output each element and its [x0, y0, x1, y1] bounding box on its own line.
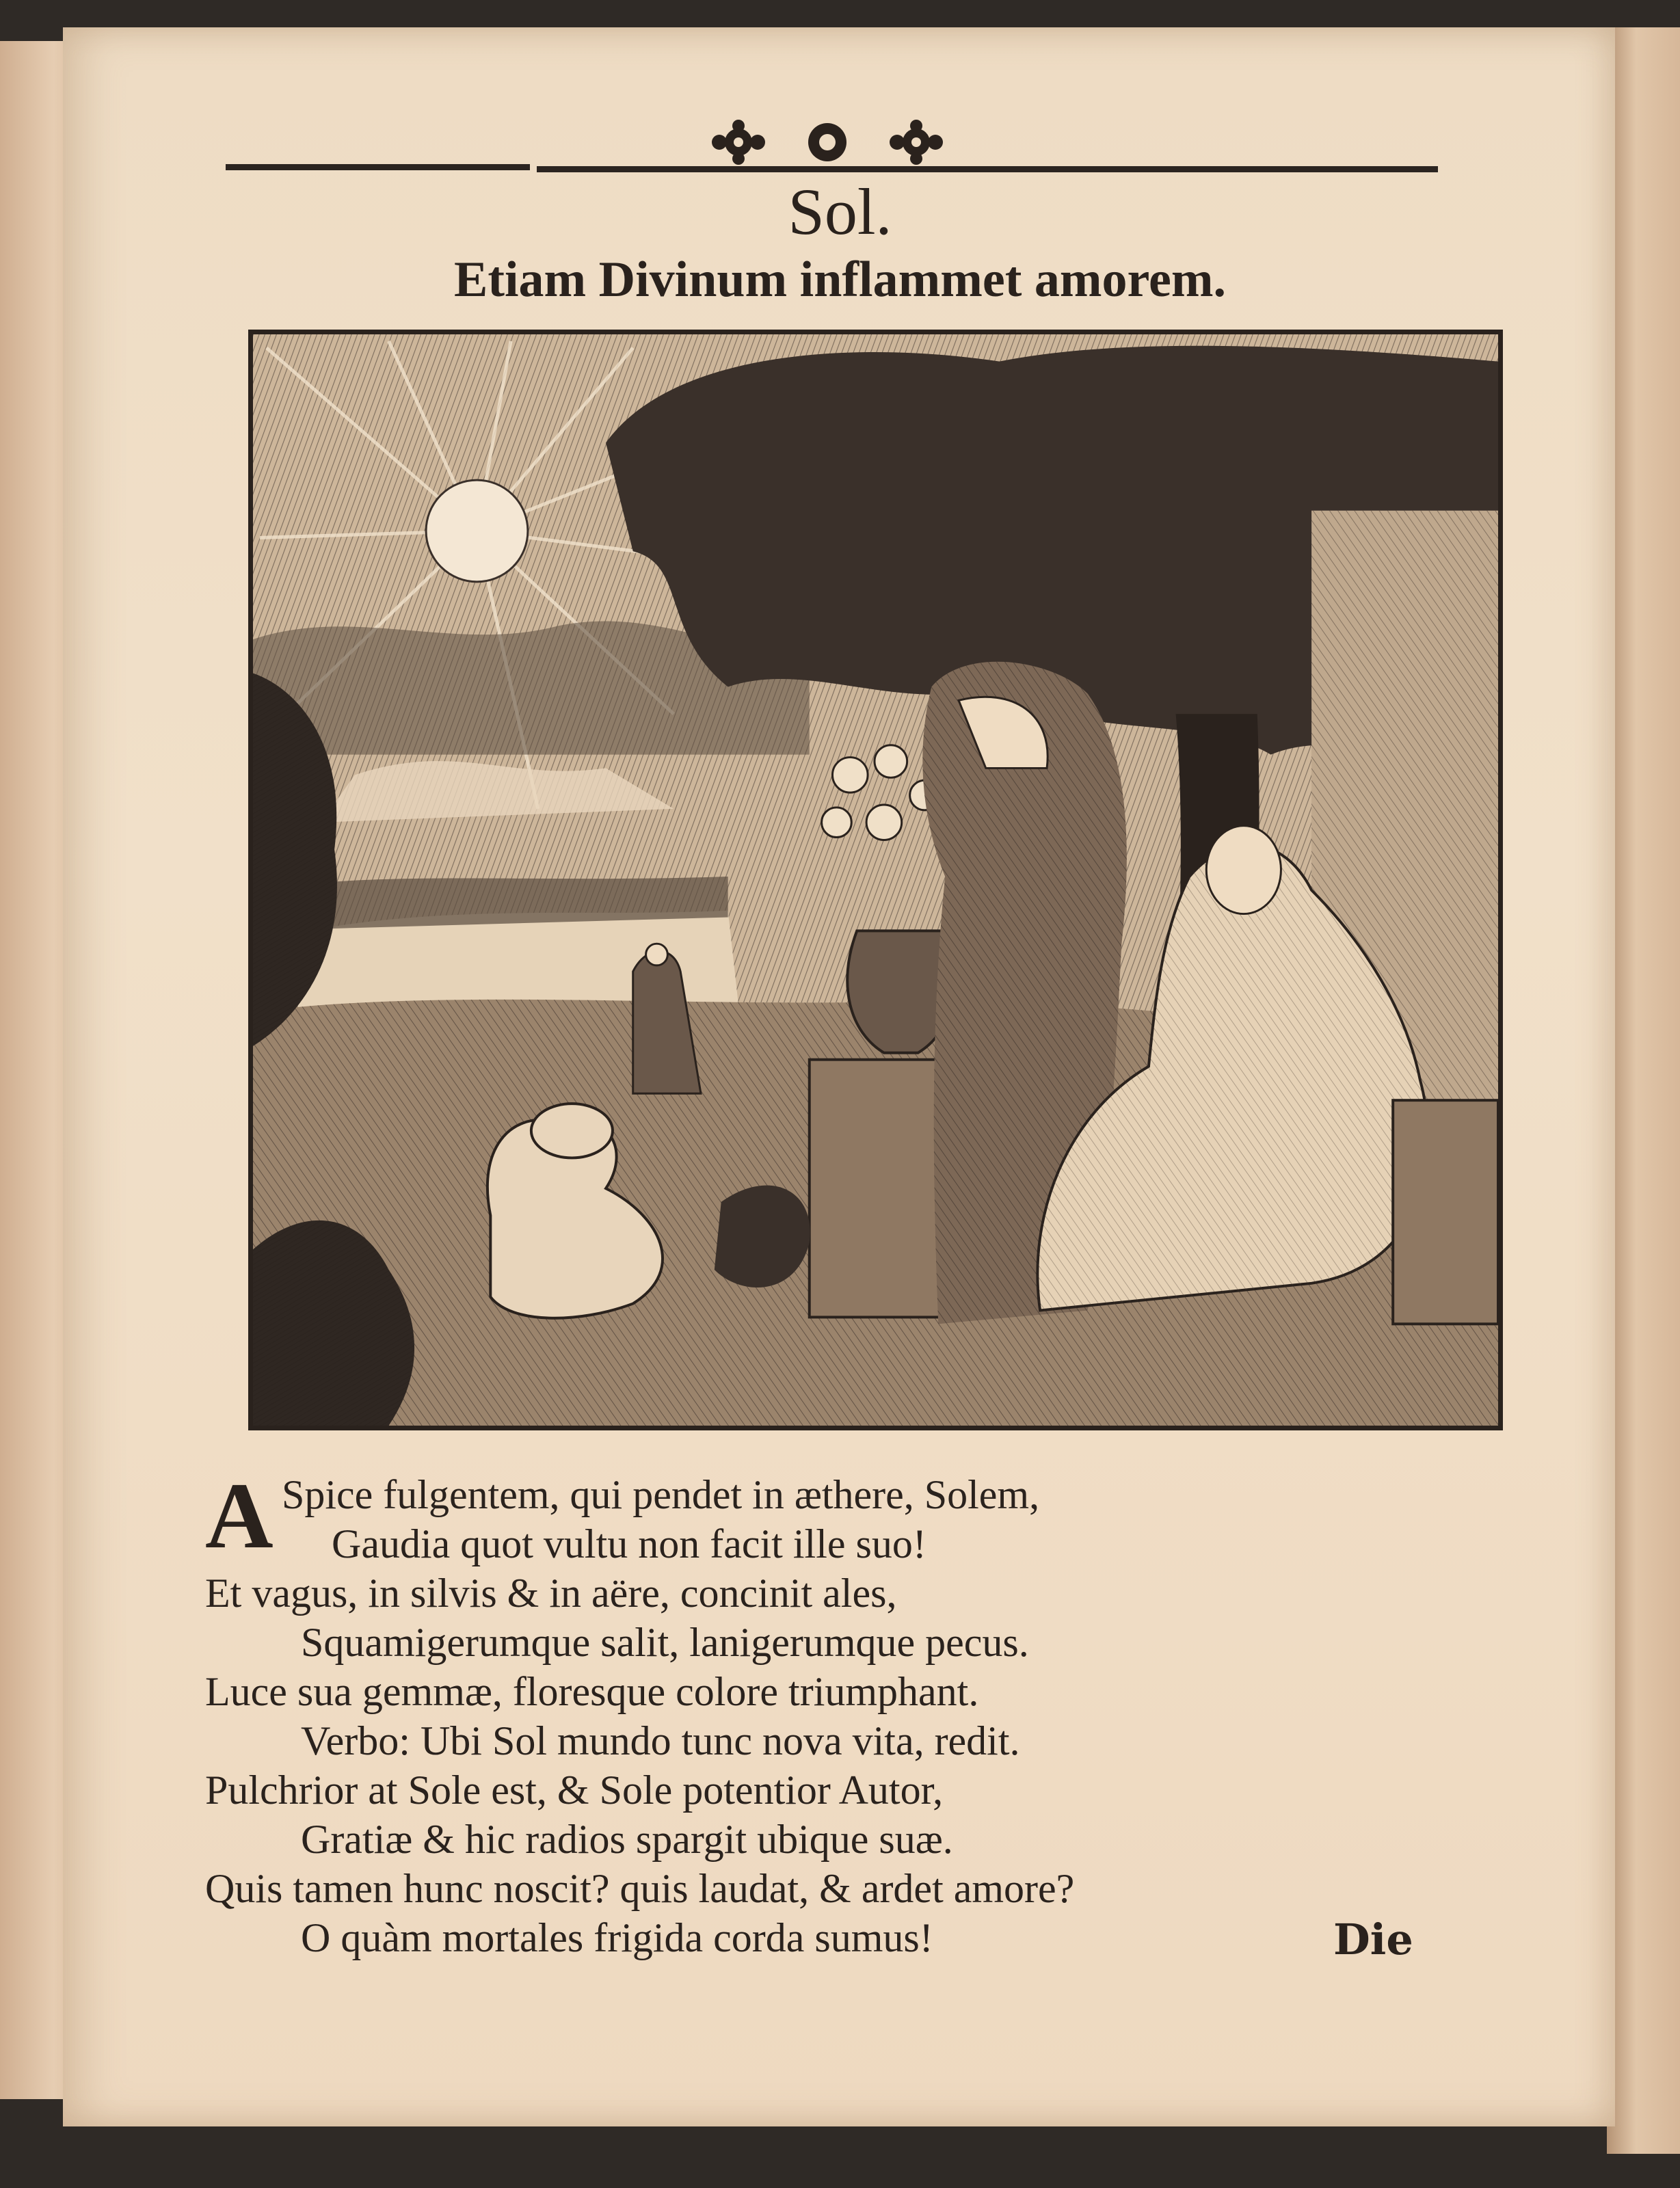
header-rule-left	[226, 164, 530, 170]
page-stack-edge	[1607, 27, 1680, 2154]
header-rule-right	[537, 166, 1438, 172]
poem-line: Gratiæ & hic radios spargit ubique suæ.	[301, 1817, 953, 1862]
poem-line: Squamigerumque salit, lanigerumque pecus.	[301, 1620, 1029, 1665]
fleuron-ornament	[704, 115, 950, 170]
poem-line: Luce sua gemmæ, floresque colore triumphant.	[205, 1669, 979, 1714]
poem-line: Spice fulgentem, qui pendet in æthere, Solem,	[282, 1472, 1040, 1517]
poem-line: Quis tamen hunc noscit? quis laudat, & ardet amore?	[205, 1866, 1075, 1911]
poem-line: O quàm mortales frigida corda sumus!	[301, 1915, 933, 1960]
poem-line: Gaudia quot vultu non facit ille suo!	[332, 1521, 926, 1566]
poem-line: Et vagus, in silvis & in aëre, concinit ales,	[205, 1571, 897, 1616]
engraving-illustration	[248, 330, 1503, 1430]
poem-line: Verbo: Ubi Sol mundo tunc nova vita, redit.	[301, 1718, 1020, 1763]
drop-cap: A	[205, 1463, 274, 1568]
sun-icon	[426, 480, 528, 582]
poem-line: Pulchrior at Sole est, & Sole potentior Autor,	[205, 1767, 944, 1813]
page-title: Sol.	[788, 175, 892, 248]
emblem-motto: Etiam Divinum inflammet amorem.	[453, 252, 1227, 308]
poem-text	[205, 1463, 1504, 1962]
catchword: Die	[1333, 1914, 1413, 1964]
